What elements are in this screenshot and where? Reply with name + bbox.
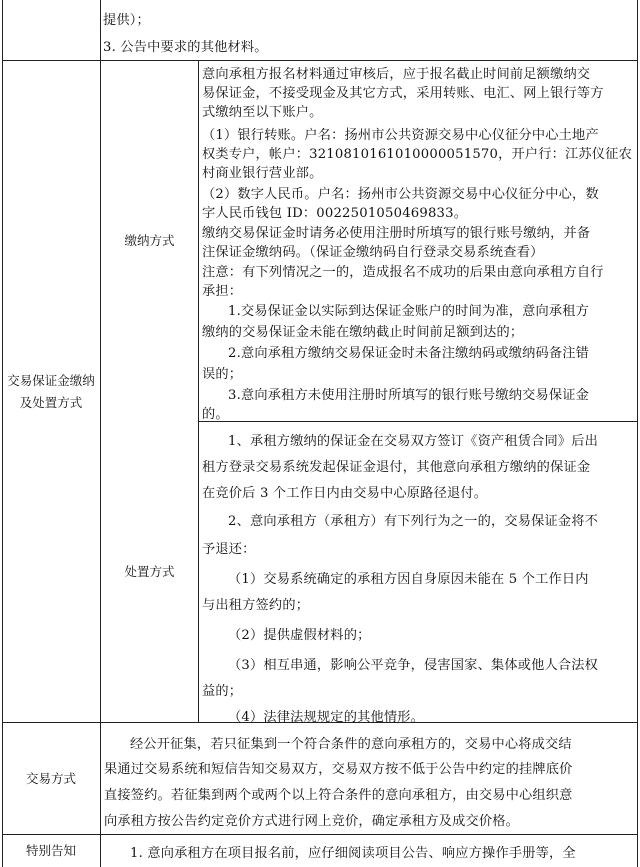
disposal-method-label: 处置方式 (124, 564, 175, 579)
disposal-line-5: 予退还： (202, 542, 256, 557)
payment-line-11: 注意：有下列情况之一的，造成报名不成功的后果由意向承租方自行 (202, 265, 604, 280)
payment-line-10: 注保证金缴纳码。（保证金缴纳码自行登录交易系统查看） (202, 245, 544, 260)
payment-line-3: 式缴纳至以下账户。 (202, 105, 323, 120)
trade-line-4: 向承租方按公告约定竞价方式进行网上竞价，确定承租方及成交价格。 (104, 814, 520, 829)
payment-line-8: 字人民币钱包 ID：0022501050469833。 (202, 206, 468, 221)
payment-line-6: 村商业银行营业部。 (202, 166, 323, 181)
payment-line-7: （2）数字人民币。户名：扬州市公共资源交易中心仪征分中心，数 (202, 187, 599, 202)
column-divider-2 (198, 60, 199, 722)
payment-line-16: 误的； (202, 367, 243, 382)
disposal-line-4: 2、意向承租方（承租方）有下列行为之一的，交易保证金将不 (228, 514, 599, 529)
disposal-line-10: 益的； (202, 684, 243, 699)
payment-line-2: 易保证金，不接受现金及其它方式，采用转账、电汇、网上银行等方 (202, 86, 604, 101)
payment-line-12: 承担： (202, 284, 243, 299)
disposal-line-9: （3）相互串通，影响公平竞争，侵害国家、集体或他人合法权 (228, 658, 599, 673)
special-notice-label: 特别告知 (25, 843, 76, 858)
deposit-label-line-1: 交易保证金缴纳 (7, 372, 95, 388)
payment-line-5: 权类专户，帐户：3210810161010000051570，开户行：江苏仪征农 (202, 147, 632, 162)
payment-line-13: 1.交易保证金以实际到达保证金账户的时间为准，意向承租方 (228, 304, 590, 319)
trade-line-1: 经公开征集，若只征集到一个符合条件的意向承租方的，交易中心将成交结 (130, 737, 572, 752)
disposal-line-3: 在竞价后 3 个工作日内由交易中心原路径退付。 (202, 486, 488, 501)
payment-line-17: 3.意向承租方未使用注册时所填写的银行账号缴纳交易保证金 (228, 388, 590, 403)
disposal-line-7: 与出租方签约的； (202, 598, 310, 613)
table-border-right (637, 0, 638, 867)
row-divider-sub (198, 421, 638, 422)
column-divider-bottom (100, 722, 101, 867)
top-line-1: 提供）； (103, 13, 150, 28)
payment-method-label: 缴纳方式 (124, 233, 175, 248)
payment-line-15: 2.意向承租方缴纳交易保证金时未备注缴纳码或缴纳码备注错 (228, 346, 590, 361)
disposal-line-11: （4）法律法规规定的其他情形。 (228, 710, 425, 725)
disposal-line-6: （1）交易系统确定的承租方因自身原因未能在 5 个工作日内 (228, 572, 589, 587)
payment-line-18: 的。 (202, 407, 229, 422)
payment-line-9: 缴纳交易保证金时请务必使用注册时所填写的银行账号缴纳，并备 (202, 226, 591, 241)
trade-method-label: 交易方式 (25, 770, 76, 786)
disposal-line-1: 1、承租方缴纳的保证金在交易双方签订《资产租赁合同》后出 (228, 434, 599, 449)
payment-line-1: 意向承租方报名材料通过审核后，应于报名截止时间前足额缴纳交 (202, 67, 591, 82)
trade-line-2: 果通过交易系统和短信告知交易双方，交易双方按不低于公告中约定的挂牌底价 (104, 762, 573, 777)
trade-line-3: 直接签约。若征集到两个或两个以上符合条件的意向承租方，由交易中心组织意 (104, 788, 573, 803)
top-line-2: 3. 公告中要求的其他材料。 (103, 40, 268, 55)
deposit-label-line-2: 及处置方式 (19, 394, 83, 410)
disposal-line-8: （2）提供虚假材料的； (228, 628, 371, 643)
notice-line-1: 1. 意向承租方在项目报名前，应仔细阅读项目公告、响应方操作手册等，全 (130, 846, 576, 861)
payment-line-14: 缴纳的交易保证金未能在缴纳截止时间前足额到达的； (202, 325, 524, 340)
disposal-line-2: 租方登录交易系统发起保证金退付，其他意向承租方缴纳的保证金 (202, 460, 591, 475)
deposit-section-label (2, 61, 100, 722)
payment-line-4: （1）银行转账。户名：扬州市公共资源交易中心仪征分中心土地产 (202, 128, 599, 143)
